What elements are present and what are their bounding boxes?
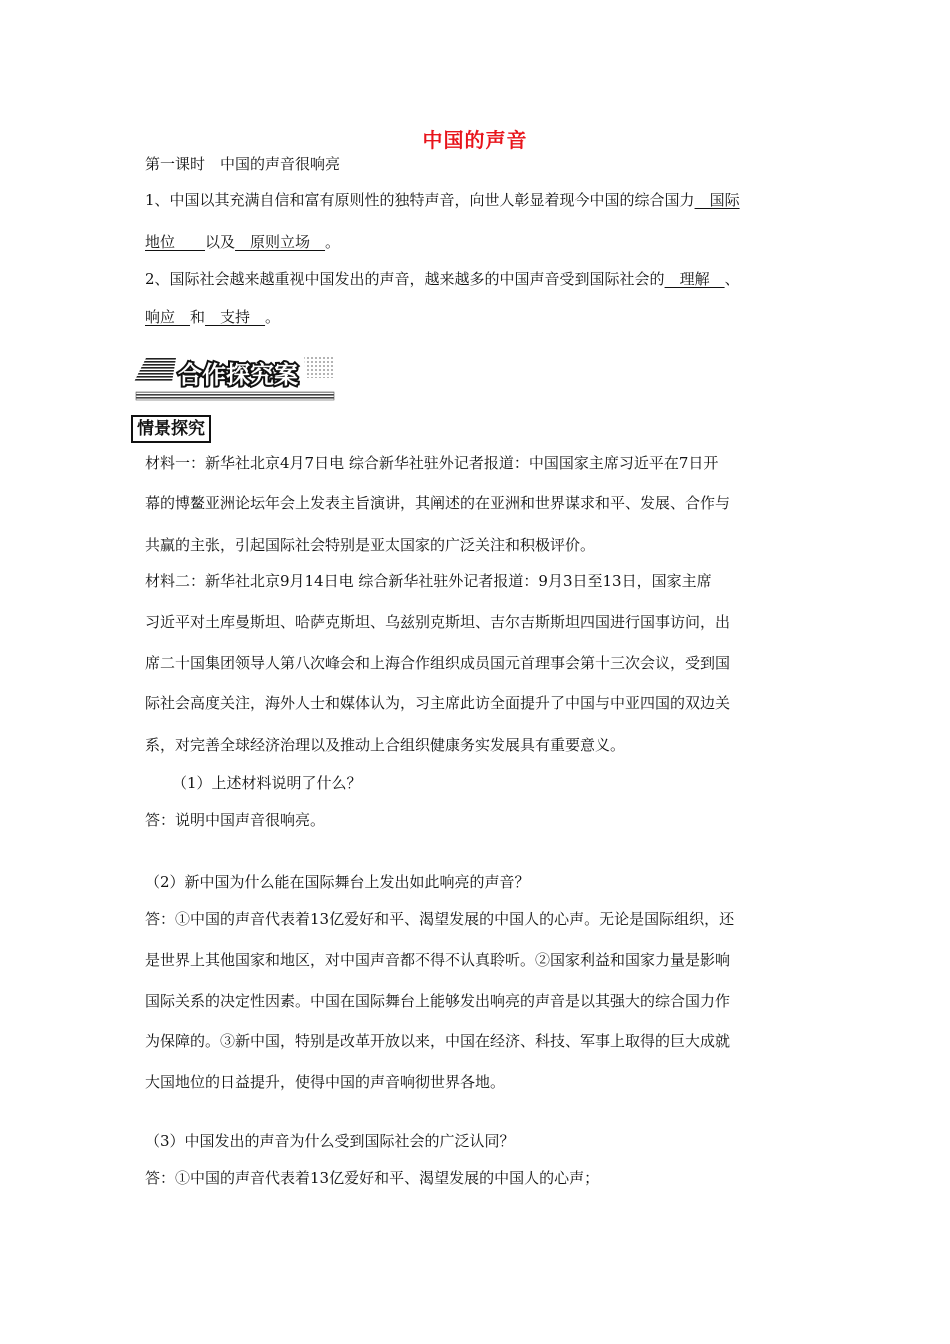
material-line: 系，对完善全球经济治理以及推动上合组织健康务实发展具有重要意义。 <box>145 736 626 754</box>
answer-1: 答：说明中国声音很响亮。 <box>145 811 326 829</box>
question-3: （3）中国发出的声音为什么受到国际社会的广泛认同？ <box>145 1132 515 1150</box>
material-line: 材料二：新华社北京9月14日电 综合新华社驻外记者报道：9月3日至13日，国家主席 <box>145 572 712 590</box>
q2-end: 。 <box>265 308 281 326</box>
q2-blank-answer1: 理解 <box>664 270 725 288</box>
q1-line1 <box>145 190 740 210</box>
answer-2-line: 为保障的。③新中国，特别是改革开放以来，中国在经济、科技、军事上取得的巨大成就 <box>145 1032 731 1050</box>
answer-3: 答：①中国的声音代表着13亿爱好和平、渴望发展的中国人的心声； <box>145 1169 600 1187</box>
q1-line2 <box>145 232 340 252</box>
material-line: 席二十国集团领导人第八次峰会和上海合作组织成员国元首理事会第十三次会议，受到国 <box>145 654 731 672</box>
q2-connector: 和 <box>190 308 206 326</box>
q1-blank-answer2: 原则立场 <box>235 233 326 251</box>
lesson-heading: 第一课时 中国的声音很响亮 <box>145 155 341 173</box>
q1-text: 1、中国以其充满自信和富有原则性的独特声音，向世人彰显着现今中国的综合国力 <box>145 191 695 209</box>
q2-text: 2、国际社会越来越重视中国发出的声音，越来越多的中国声音受到国际社会的 <box>145 270 665 288</box>
answer-2-line: 大国地位的日益提升，使得中国的声音响彻世界各地。 <box>145 1073 506 1091</box>
answer-2-line: 国际关系的决定性因素。中国在国际舞台上能够发出响亮的声音是以其强大的综合国力作 <box>145 992 731 1010</box>
material-line: 共赢的主张，引起国际社会特别是亚太国家的广泛关注和积极评价。 <box>145 536 596 554</box>
q2-line1 <box>145 269 740 289</box>
q2-blank-answer3: 支持 <box>205 308 266 326</box>
q1-end: 。 <box>325 233 341 251</box>
banner-title: 合作探究案 <box>178 361 298 389</box>
material-line: 材料一：新华社北京4月7日电 综合新华社驻外记者报道：中国国家主席习近平在7日开 <box>145 454 719 472</box>
answer-2-line: 答：①中国的声音代表着13亿爱好和平、渴望发展的中国人的心声。无论是国际组织，还 <box>145 910 735 928</box>
banner-stripe-icon <box>134 358 176 382</box>
q2-blank-answer2: 响应 <box>145 308 191 326</box>
question-1: （1）上述材料说明了什么？ <box>172 774 362 792</box>
answer-2-line: 是世界上其他国家和地区，对中国声音都不得不认真聆听。②国家利益和国家力量是影响 <box>145 951 731 969</box>
material-line: 习近平对土库曼斯坦、哈萨克斯坦、乌兹别克斯坦、吉尔吉斯斯坦四国进行国事访问，出 <box>145 613 731 631</box>
q2-punct: 、 <box>724 270 740 288</box>
material-line: 际社会高度关注，海外人士和媒体认为，习主席此访全面提升了中国与中亚四国的双边关 <box>145 694 731 712</box>
cooperation-banner <box>134 352 339 408</box>
section-label: 情景探究 <box>131 415 211 443</box>
question-2: （2）新中国为什么能在国际舞台上发出如此响亮的声音？ <box>145 873 530 891</box>
material-line: 幕的博鳌亚洲论坛年会上发表主旨演讲，其阐述的在亚洲和世界谋求和平、发展、合作与 <box>145 494 731 512</box>
q2-line2 <box>145 307 280 327</box>
page-title: 中国的声音 <box>422 128 528 152</box>
q1-connector: 以及 <box>205 233 236 251</box>
q1-blank-answer1b: 地位 <box>145 233 206 251</box>
q1-blank-answer1a: 国际 <box>694 191 740 209</box>
